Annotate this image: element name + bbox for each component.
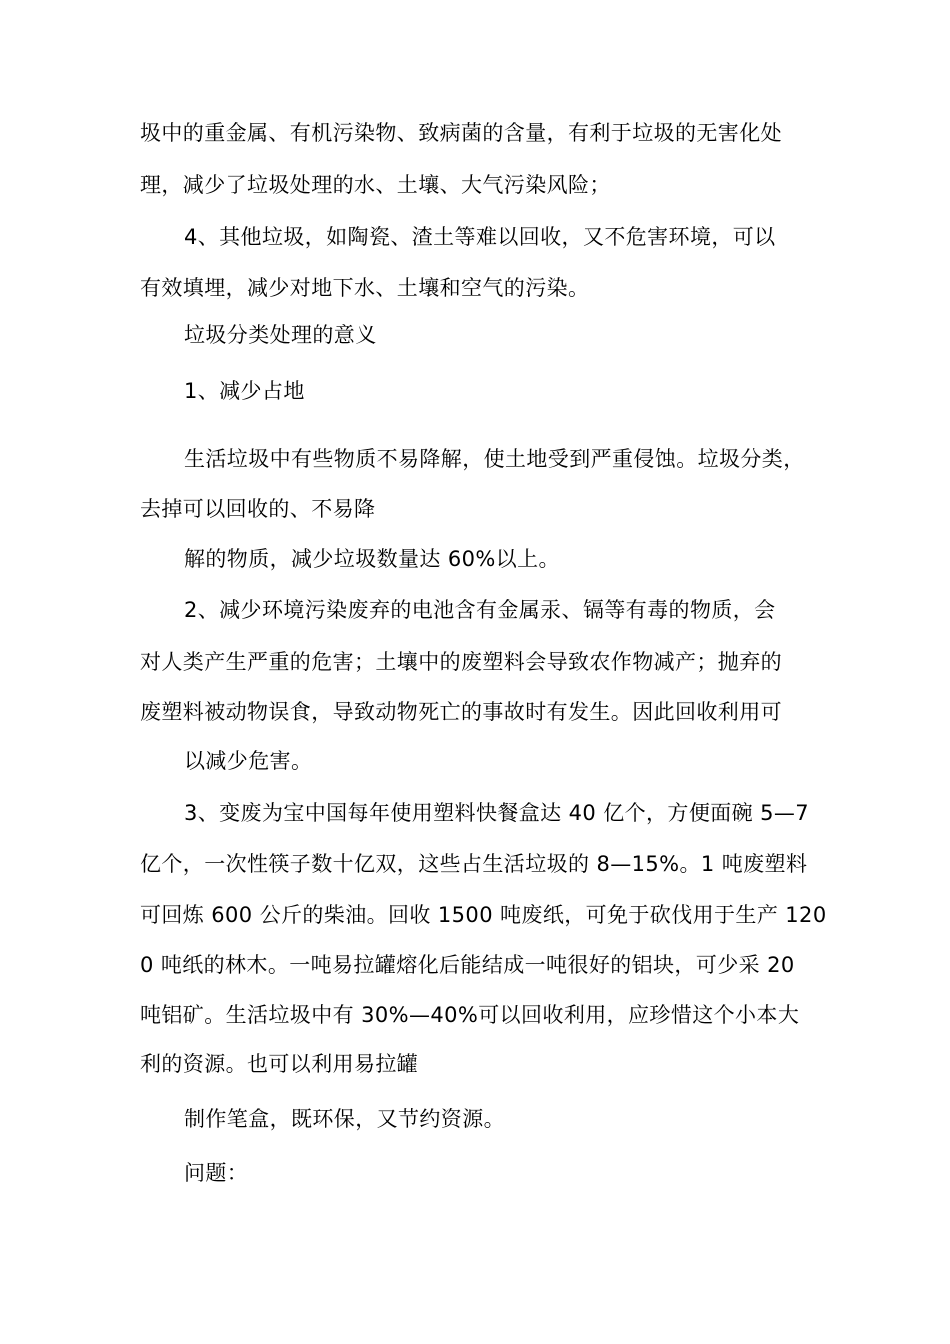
text-line: 废塑料被动物误食，导致动物死亡的事故时有发生。因此回收利用可 <box>140 700 782 724</box>
text-line: 解的物质，减少垃圾数量达 60%以上。 <box>184 547 560 571</box>
text-line: 吨铝矿。生活垃圾中有 30%—40%可以回收利用，应珍惜这个小本大 <box>140 1003 800 1027</box>
text-line: 可回炼 600 公斤的柴油。回收 1500 吨废纸，可免于砍伐用于生产 120 <box>140 903 827 927</box>
text-line: 理，减少了垃圾处理的水、土壤、大气污染风险； <box>140 173 611 197</box>
text-line: 对人类产生严重的危害；土壤中的废塑料会导致农作物减产；抛弃的 <box>140 650 782 674</box>
subsection-heading: 1、减少占地 <box>184 379 305 403</box>
text-line: 亿个，一次性筷子数十亿双，这些占生活垃圾的 8—15%。1 吨废塑料 <box>140 852 808 876</box>
section-heading: 垃圾分类处理的意义 <box>184 323 377 347</box>
text-line: 0 吨纸的林木。一吨易拉罐熔化后能结成一吨很好的铝块，可少采 20 <box>140 953 795 977</box>
text-line: 圾中的重金属、有机污染物、致病菌的含量，有利于垃圾的无害化处 <box>140 121 782 145</box>
text-line: 2、减少环境污染废弃的电池含有金属汞、镉等有毒的物质，会 <box>184 598 776 622</box>
text-line: 3、变废为宝中国每年使用塑料快餐盒达 40 亿个，方便面碗 5—7 <box>184 801 810 825</box>
text-line: 制作笔盒，既环保，又节约资源。 <box>184 1107 505 1131</box>
text-line: 以减少危害。 <box>184 749 313 773</box>
text-line: 利的资源。也可以利用易拉罐 <box>140 1052 419 1076</box>
text-line: 有效填埋，减少对地下水、土壤和空气的污染。 <box>140 276 590 300</box>
text-line: 生活垃圾中有些物质不易降解，使土地受到严重侵蚀。垃圾分类， <box>184 447 805 471</box>
text-line: 去掉可以回收的、不易降 <box>140 497 376 521</box>
question-label: 问题： <box>184 1161 249 1185</box>
text-line: 4、其他垃圾，如陶瓷、渣土等难以回收，又不危害环境，可以 <box>184 225 776 249</box>
